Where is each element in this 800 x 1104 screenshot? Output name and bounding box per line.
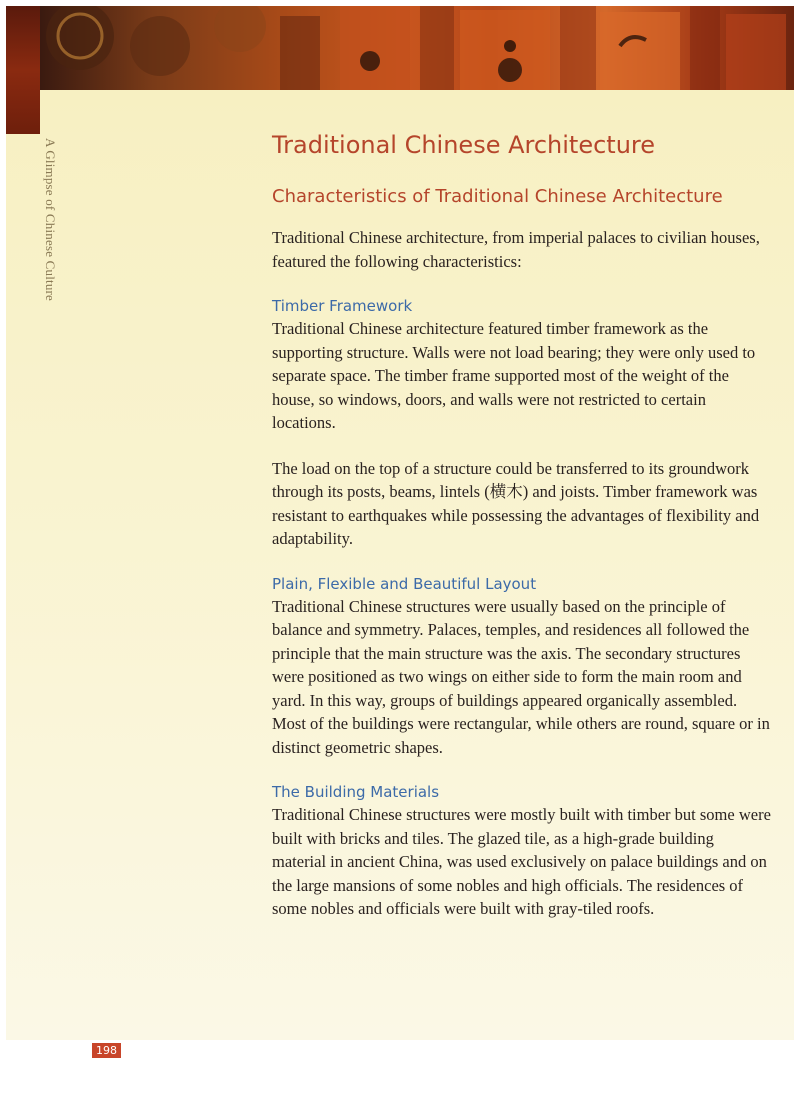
running-side-title: A Glimpse of Chinese Culture bbox=[43, 138, 58, 302]
article-content bbox=[272, 128, 772, 921]
paragraph: Traditional Chinese architecture featured timber framework as the supporting structure. Walls were not load bearing; they were only used to separate space. The timber frame supported most of the weight of the house, so windows, doors, and walls were not restricted to certain locations. bbox=[272, 319, 756, 432]
subheading-layout: Plain, Flexible and Beautiful Layout bbox=[272, 574, 537, 593]
paragraph: Traditional Chinese structures were usually based on the principle of balance and symmetry. Palaces, temples, and residences all followed the principle that the main structure was the axis. The secondary structures were positioned as two wings on either side to form the main room and yard. In this way, groups of buildings appeared organically assembled. Most of the buildings were rectangular, while others are round, square or in distinct geometric shapes. bbox=[272, 596, 770, 757]
header-banner-image bbox=[40, 6, 794, 90]
page-title: Traditional Chinese Architecture bbox=[272, 131, 656, 159]
lantern-illustration bbox=[40, 6, 794, 90]
intro-paragraph: Traditional Chinese architecture, from imperial palaces to civilian houses, featured the following characteristics: bbox=[272, 228, 760, 271]
section-title: Characteristics of Traditional Chinese Architecture bbox=[272, 186, 723, 207]
paragraph: The load on the top of a structure could be transferred to its groundwork through its posts, beams, lintels (横木) and joists. Timber framework was resistant to earthquakes while possessing the advantages of flexibility and adaptability. bbox=[272, 458, 760, 548]
subheading-building-materials: The Building Materials bbox=[272, 783, 440, 801]
subheading-timber-framework: Timber Framework bbox=[272, 297, 413, 315]
page-number: 198 bbox=[92, 1043, 121, 1058]
paragraph: Traditional Chinese structures were mostly built with timber but some were built with bricks and tiles. The glazed tile, as a high-grade building material in ancient China, was used exclusively on palace buildings and on the large mansions of some nobles and high officials. The residences of some nobles and officials were built with gray-tiled roofs. bbox=[272, 805, 771, 918]
corner-decoration bbox=[6, 6, 40, 134]
